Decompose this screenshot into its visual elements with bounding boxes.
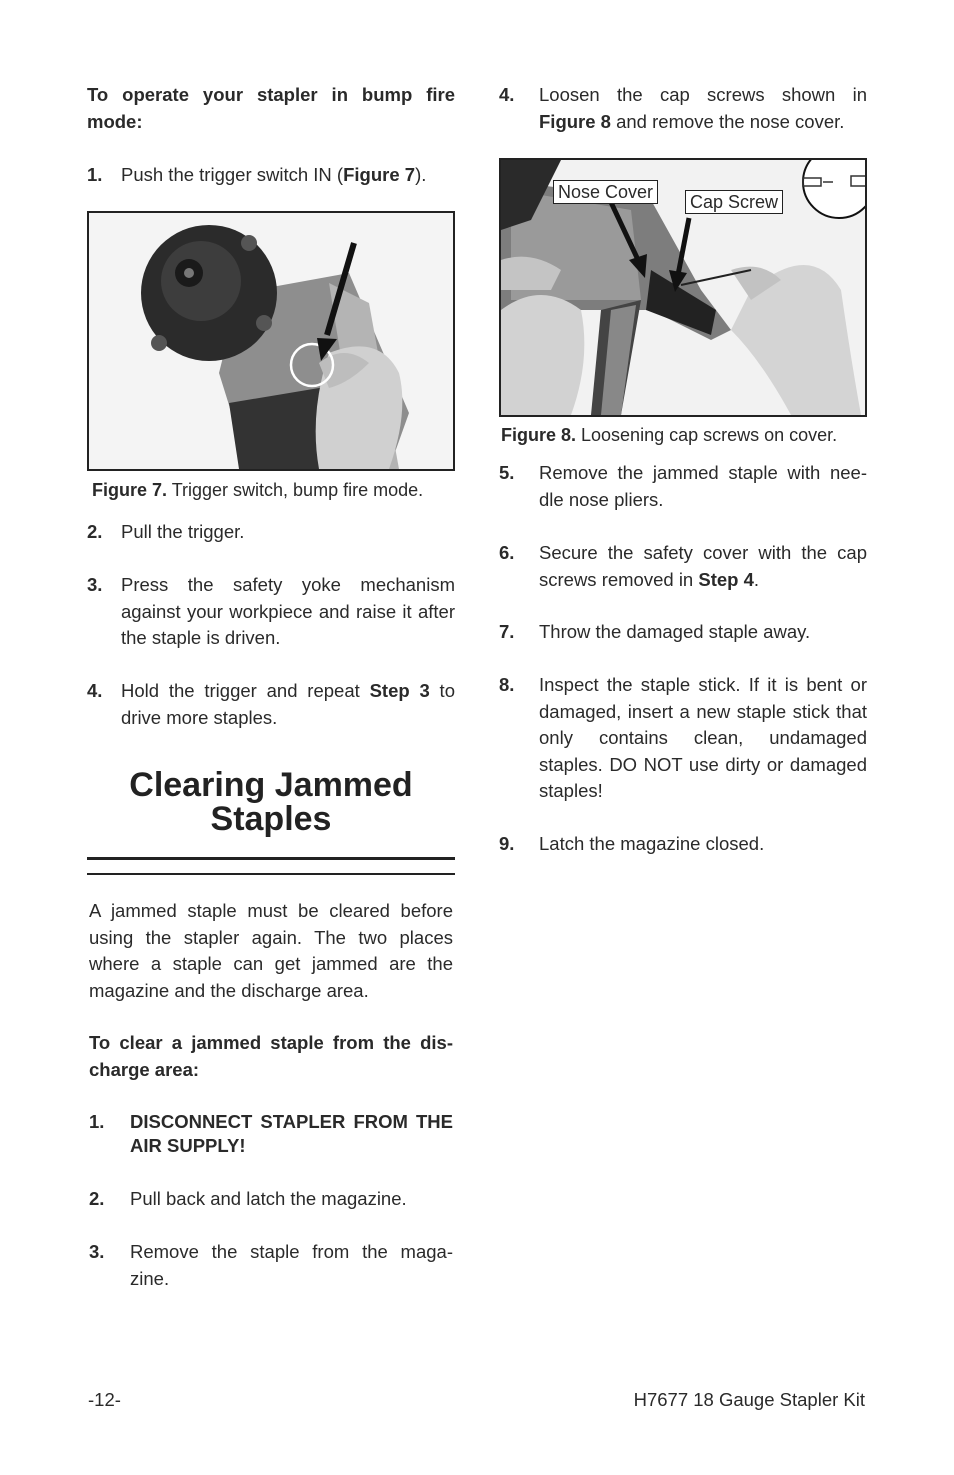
step-number: 2. bbox=[89, 1188, 105, 1209]
step-warning-text bbox=[130, 1110, 453, 1158]
step-text-end: and remove the nose cover. bbox=[610, 110, 845, 132]
figure-7-caption bbox=[92, 477, 423, 504]
section-title-line-1: Clearing Jammed bbox=[129, 766, 413, 804]
figure-8-caption bbox=[501, 422, 837, 449]
warning-text: DISCONNECT STAPLER FROM THE AIR SUPPLY! bbox=[130, 1111, 453, 1156]
step-number: 2. bbox=[87, 521, 103, 542]
footer-title: H7677 18 Gauge Stapler Kit bbox=[633, 1389, 865, 1410]
step-number: 4. bbox=[87, 680, 103, 701]
callout-cap-screw: Cap Screw bbox=[685, 190, 783, 214]
step-c-9 bbox=[499, 831, 867, 858]
figure-ref: Figure 8 bbox=[539, 110, 611, 132]
step-b-2 bbox=[89, 1186, 453, 1213]
step-number: 6. bbox=[499, 542, 515, 563]
step-number: 7. bbox=[499, 621, 515, 642]
step-a-2 bbox=[87, 519, 455, 546]
figure-7-caption-text: Trigger switch, bump fire mode. bbox=[167, 480, 424, 500]
step-text: Press the safety yoke mechanism against your workpiece and raise it after the staple is driven. bbox=[121, 574, 455, 648]
step-b-1 bbox=[89, 1110, 453, 1158]
step-text: Inspect the staple stick. If it is bent or damaged, insert a new staple stick that only contains clean, undamaged staples. DO NOT use dirty or damaged staples! bbox=[539, 674, 867, 801]
step-c-5 bbox=[499, 460, 867, 513]
step-number: 9. bbox=[499, 833, 515, 854]
figure-8-label: Figure 8. bbox=[501, 425, 577, 445]
section-title-line-2: Staples bbox=[210, 800, 332, 838]
step-text: Secure the safety cover with the cap screws removed in bbox=[539, 542, 867, 590]
step-number: 4. bbox=[499, 84, 515, 105]
page-number: -12- bbox=[88, 1389, 121, 1410]
step-number: 1. bbox=[89, 1111, 105, 1132]
step-number: 3. bbox=[89, 1241, 105, 1262]
step-c-8 bbox=[499, 672, 867, 805]
figure-8-caption-text: Loosening cap screws on cover. bbox=[576, 425, 838, 445]
step-text: Throw the damaged staple away. bbox=[539, 621, 811, 642]
stapler-trigger-illustration bbox=[89, 213, 453, 469]
step-number: 5. bbox=[499, 462, 515, 483]
title-rule-thin bbox=[87, 873, 455, 875]
step-text: Loosen the cap screws shown in bbox=[539, 84, 867, 105]
step-text: Pull back and latch the magazine. bbox=[130, 1188, 407, 1209]
step-c-6 bbox=[499, 540, 867, 593]
step-ref: Step 4 bbox=[698, 568, 754, 590]
step-text-end: to drive more staples. bbox=[121, 680, 455, 728]
step-number: 3. bbox=[87, 574, 103, 595]
figure-7-label: Figure 7. bbox=[92, 480, 168, 500]
step-c-4 bbox=[499, 82, 867, 135]
step-text: Push the trigger switch IN ( bbox=[121, 164, 344, 185]
step-number: 1. bbox=[87, 164, 103, 185]
step-text: Remove the staple from the maga-zine. bbox=[130, 1241, 453, 1289]
clear-heading-line-2: charge area: bbox=[89, 1058, 200, 1080]
step-text-end: . bbox=[753, 568, 760, 590]
step-text: Pull the trigger. bbox=[121, 521, 245, 542]
figure-ref: Figure 7 bbox=[343, 164, 416, 185]
bump-fire-heading: To operate your stapler in bump fire mode: bbox=[87, 84, 455, 132]
step-number: 8. bbox=[499, 674, 515, 695]
step-a-3 bbox=[87, 572, 455, 652]
step-text: Latch the magazine closed. bbox=[539, 833, 765, 854]
step-a-1 bbox=[87, 162, 455, 189]
step-text-end: ). bbox=[415, 164, 427, 185]
step-text: Hold the trigger and repeat bbox=[121, 680, 370, 701]
callout-nose-cover: Nose Cover bbox=[553, 180, 658, 204]
step-text: Remove the jammed staple with nee-dle nose pliers. bbox=[539, 462, 867, 510]
section-title bbox=[87, 768, 455, 836]
clear-heading bbox=[89, 1030, 453, 1083]
figure-7-photo bbox=[87, 211, 455, 471]
title-rule-thick bbox=[87, 857, 455, 860]
step-c-7 bbox=[499, 619, 867, 646]
intro-paragraph: A jammed staple must be cleared before using the stapler again. The two places where a staple can get jammed are the magazine and the discharge area. bbox=[89, 900, 453, 1001]
step-a-4 bbox=[87, 678, 455, 731]
clear-heading-line-1: To clear a jammed staple from the dis- bbox=[89, 1032, 453, 1053]
step-b-3 bbox=[89, 1239, 453, 1292]
step-ref: Step 3 bbox=[369, 680, 430, 701]
